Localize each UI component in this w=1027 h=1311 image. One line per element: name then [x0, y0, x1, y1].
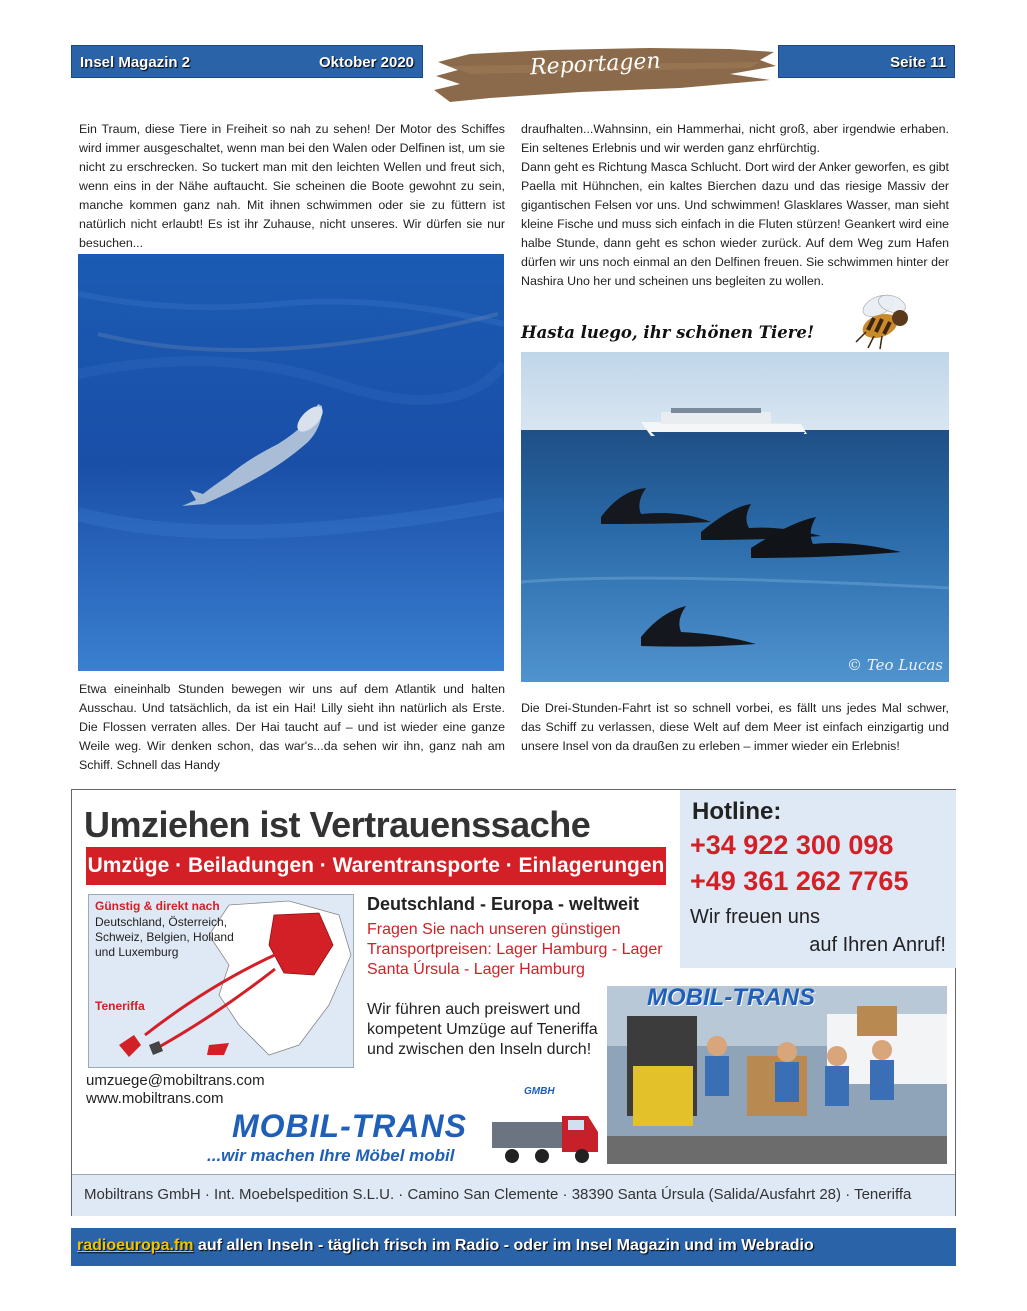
map-island-label: Teneriffa: [95, 999, 145, 1013]
footer-text: [77, 1237, 814, 1255]
ad-call-text-2: auf Ihren Anruf!: [809, 934, 946, 956]
radio-footer-bar: [71, 1228, 956, 1266]
header-left-bar: [71, 45, 423, 78]
photo-credit: © Teo Lucas: [847, 656, 943, 674]
brand-suffix: GMBH: [524, 1086, 555, 1097]
map-title: Günstig & direkt nach: [95, 899, 220, 913]
ad-website[interactable]: www.mobiltrans.com: [86, 1090, 224, 1107]
paragraph: Die Drei-Stunden-Fahrt ist so schnell vorbei, es fällt uns jedes Mal schwer, das Schiff zu verlassen, diese Welt auf dem Meer ist einfach einzigartig und unsere Insel von da draußen zu erleben – immer wieder ein Erlebnis!: [521, 701, 949, 753]
map-box: [88, 894, 354, 1068]
mobiltrans-advertisement[interactable]: [71, 789, 956, 1216]
brand-logo: MOBIL-TRANS: [232, 1108, 467, 1144]
paragraph: Etwa eineinhalb Stunden bewegen wir uns auf dem Atlantik und halten Ausschau. Und tatsächlich, da ist ein Hai! Lilly sieht ihn natürlich als Erste. Die Flossen verraten alles. Der Hai taucht auf – und ist wieder eine ganze Weile weg. Wir denken schon, das war's...da sehen wir ihn, ganz nah am Schiff. Schnell das Handy: [79, 682, 505, 772]
footer-tagline: auf allen Inseln - täglich frisch im Radio - oder im Insel Magazin und im Webradio: [193, 1237, 814, 1254]
issue-date: Oktober 2020: [318, 54, 414, 71]
page-number: Seite 11: [890, 54, 946, 71]
left-column-text-bottom: [79, 680, 505, 775]
team-photo: [607, 986, 947, 1164]
right-column-text-top: [521, 120, 949, 291]
closing-heading: Hasta luego, ihr schönen Tiere!: [521, 323, 815, 342]
magazine-title: Insel Magazin 2: [80, 54, 191, 71]
hotline-box: [680, 790, 956, 968]
ad-scope: Deutschland - Europa - weltweit: [367, 894, 640, 914]
phone-spain[interactable]: +34 922 300 098: [690, 830, 894, 860]
ad-headline: Umziehen ist Vertrauenssache: [84, 804, 591, 845]
brand-slogan: ...wir machen Ihre Möbel mobil: [207, 1146, 455, 1165]
map-countries: Deutschland, Österreich, Schweiz, Belgien, Holland und Luxemburg: [95, 915, 234, 959]
paragraph: draufhalten...Wahnsinn, ein Hammerhai, nicht groß, aber irgendwie erhaben. Ein seltenes Erlebnis und wir werden ganz ehrfürchtig.: [521, 122, 949, 155]
ad-services-bar: Umzüge · Beiladungen · Warentransporte · Einlagerungen: [86, 847, 666, 885]
hotline-label: Hotline:: [692, 798, 782, 825]
ad-footer: [72, 1174, 955, 1216]
bee-icon: [848, 292, 920, 352]
dolphin-photo: [78, 254, 504, 671]
section-label: Reportagen: [529, 48, 662, 81]
truck-icon: [492, 1102, 602, 1172]
ad-email[interactable]: umzuege@mobiltrans.com: [86, 1072, 265, 1089]
ad-footer-address: Mobiltrans GmbH · Int. Moebelspedition S.L.U. · Camino San Clemente · 38390 Santa Úrsula (Salida/Ausfahrt 28) · Teneriffa: [84, 1186, 912, 1203]
phone-germany[interactable]: +49 361 262 7765: [690, 866, 909, 896]
section-banner: [430, 40, 778, 104]
right-column-text-bottom: [521, 699, 949, 756]
ad-call-text-1: Wir freuen uns: [690, 906, 821, 928]
left-column-text-top: [79, 120, 505, 253]
ad-service-text: Wir führen auch preiswert und kompetent Umzüge auf Teneriffa und zwischen den Inseln durch!: [367, 1001, 598, 1058]
team-photo-logo: MOBIL-TRANS: [647, 986, 815, 1011]
paragraph: Dann geht es Richtung Masca Schlucht. Dort wird der Anker geworfen, es gibt Paella mit Hühnchen, ein kaltes Bierchen dazu und das riesige Massiv der gigantischen Felsen vor uns. Und schwimmen! Glasklares Wasser, man sieht kleine Fische und muss sich einfach in die Fluten stürzen! Geankert wird eine halbe Stunde, dann geht es schon wieder zurück. Auf dem Weg zum Hafen dürfen wir uns noch einmal an den Delfinen freuen. Sie schwimmen hinter der Nashira Uno her und scheinen uns begleiten zu wollen.: [521, 160, 949, 288]
ad-offer: Fragen Sie nach unseren günstigen Transportpreisen: Lager Hamburg - Lager Santa Úrsula - Lager Hamburg: [367, 921, 663, 978]
radio-link[interactable]: radioeuropa.fm: [77, 1237, 194, 1254]
header-right-bar: [778, 45, 955, 78]
pilot-whales-photo: [521, 352, 949, 682]
paragraph: Ein Traum, diese Tiere in Freiheit so nah zu sehen! Der Motor des Schiffes wird immer ausgeschaltet, wenn man bei den Walen oder Delfinen ist, um sie nicht zu erschrecken. So tuckert man mit den leichten Wellen und freut sich, wenn eins in der Nähe auftaucht. Sie scheinen die Boote gewohnt zu sein, manche kommen ganz nah. Mit ihnen schwimmen oder sie zu füttern ist natürlich nicht erlaubt! Es ist ihr Zuhause, nicht unseres. Wir dürfen sie nur besuchen...: [79, 122, 505, 250]
